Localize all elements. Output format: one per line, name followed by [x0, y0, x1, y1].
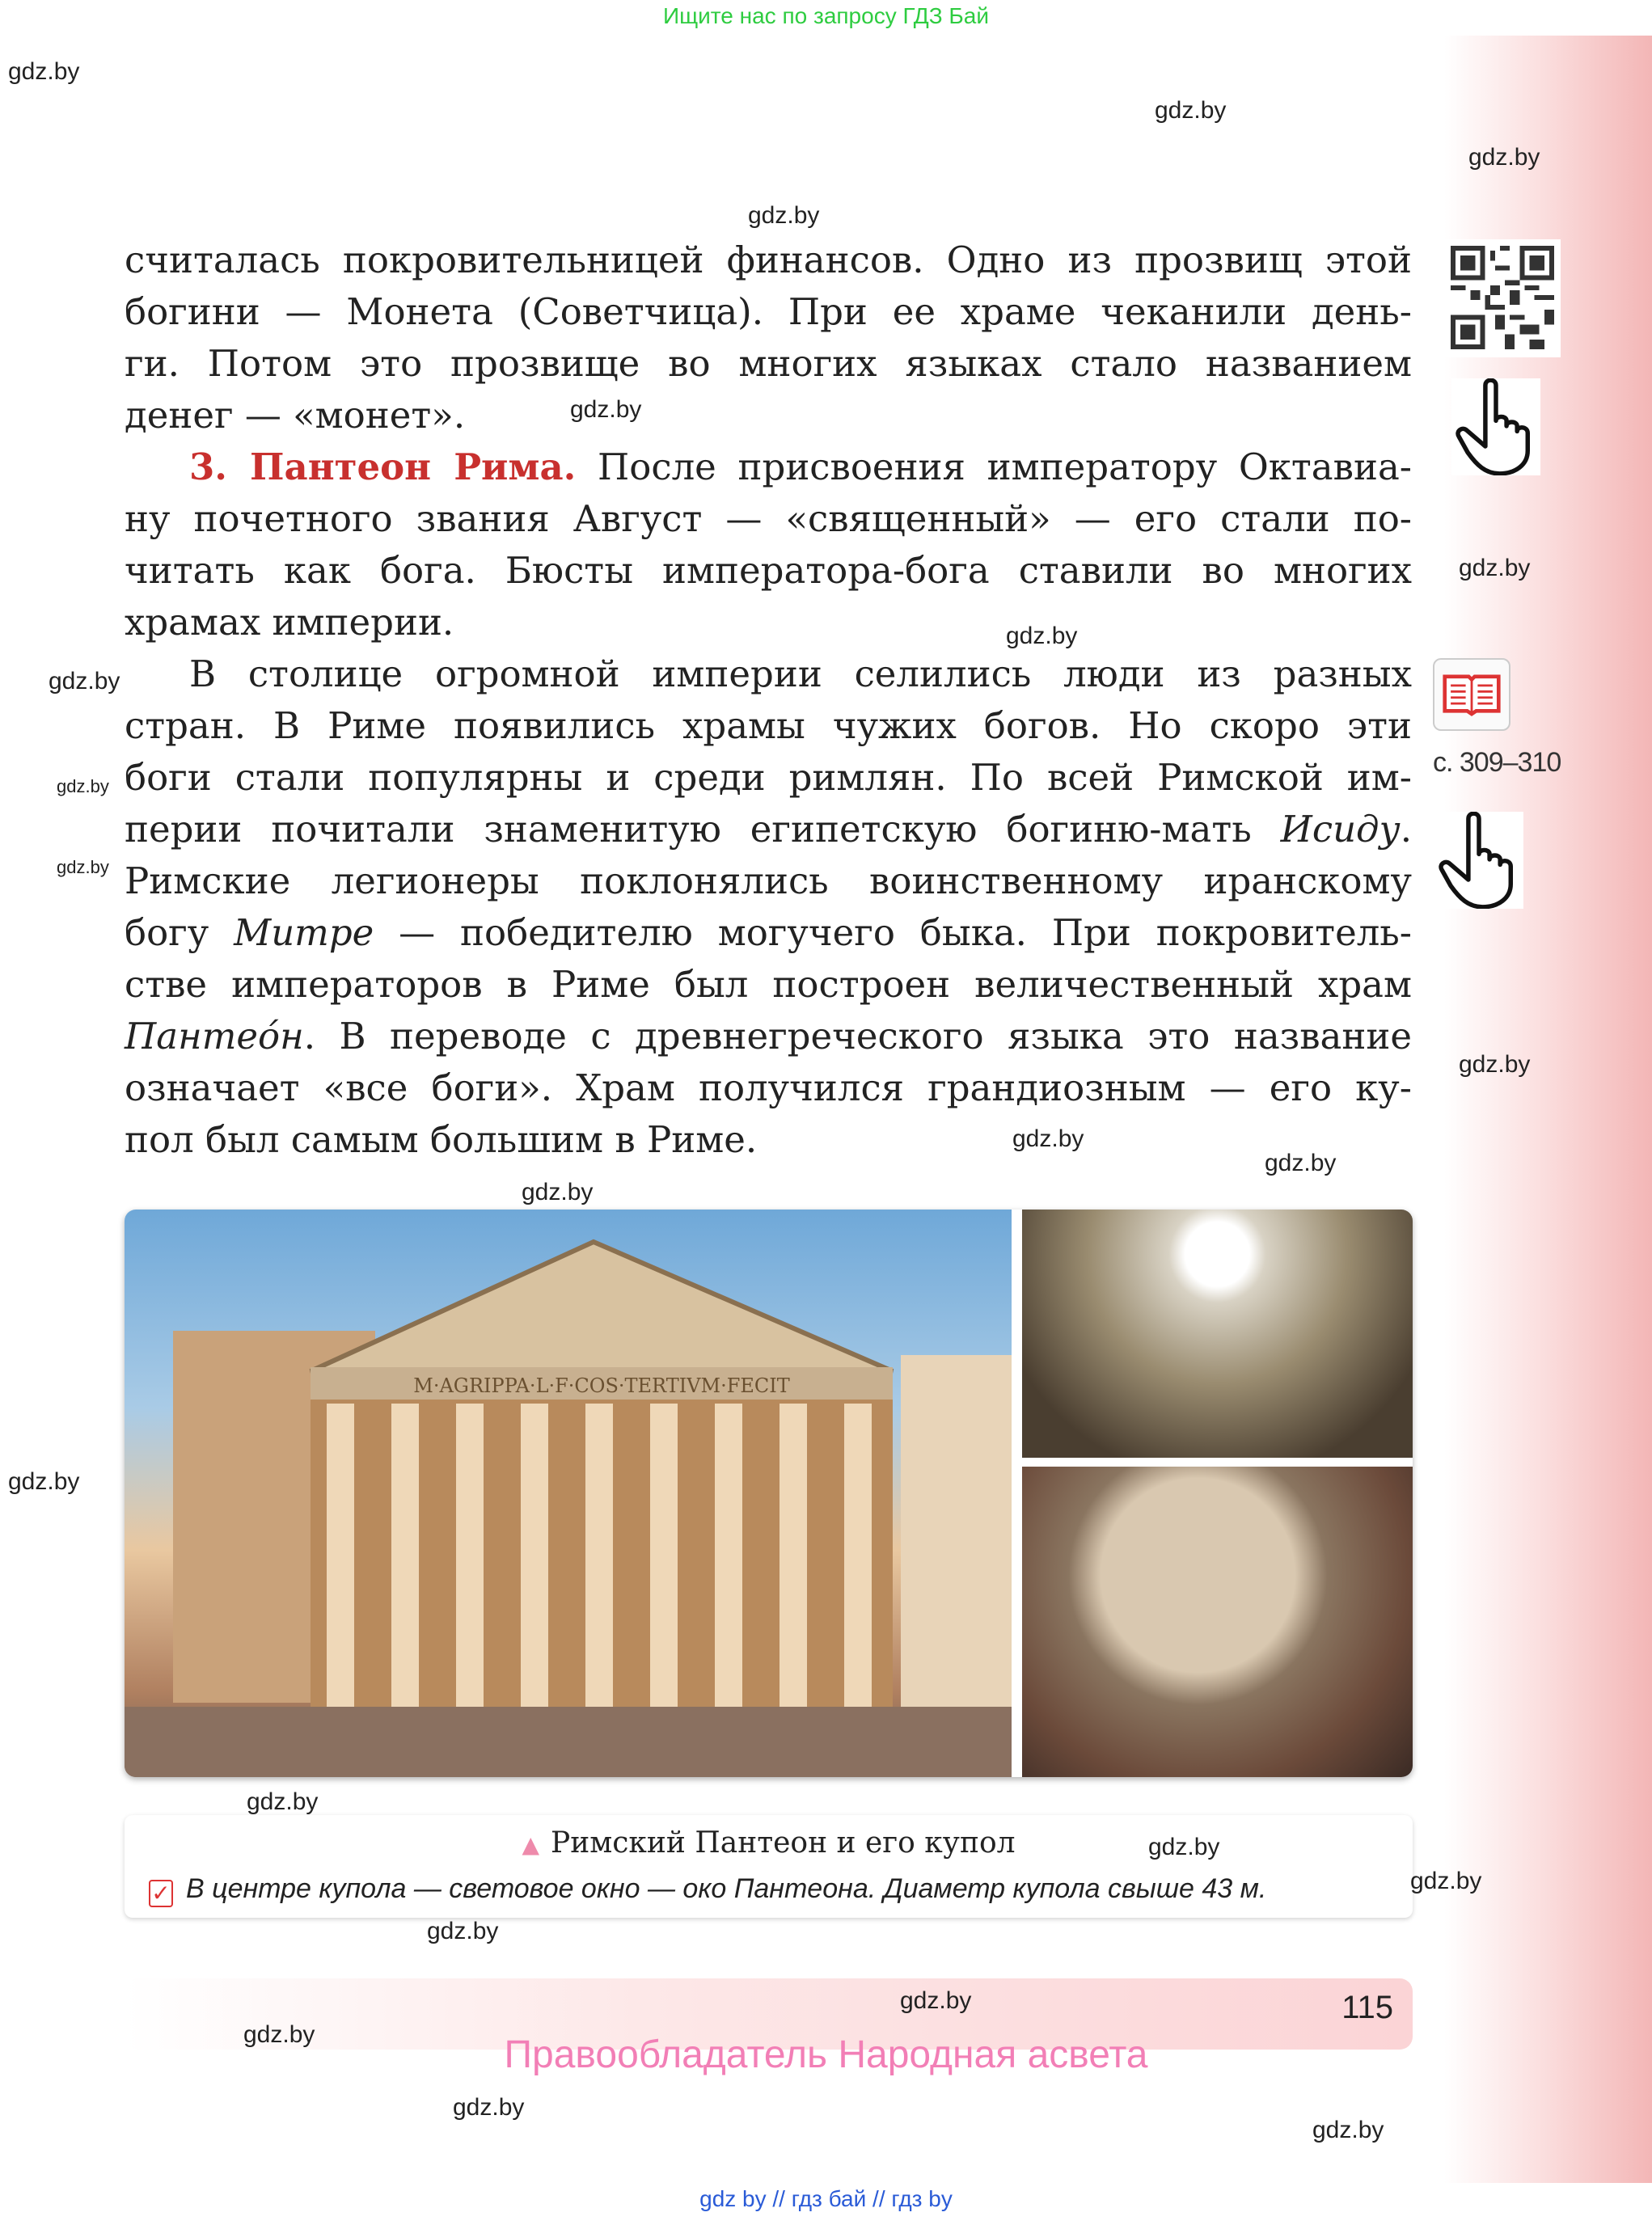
text-line: [125, 234, 1412, 286]
watermark: gdz.by: [8, 58, 80, 85]
text-line: [125, 493, 1412, 545]
image-caption: [125, 1815, 1413, 1918]
text-segment: перии почитали знаменитую египетскую богиню-мать: [125, 808, 1281, 851]
section-heading: 3. Пантеон Рима.: [189, 445, 577, 488]
text-line: [125, 907, 1412, 959]
text-segment: ги. Потом это прозвище во многих языках стало названием: [125, 342, 1412, 385]
watermark: gdz.by: [57, 776, 109, 796]
watermark: gdz.by: [1148, 1834, 1220, 1860]
text-line: [125, 338, 1412, 390]
watermark: gdz.by: [8, 1468, 80, 1495]
text-segment: стран. В Риме появились храмы чужих богов. Но скоро эти: [125, 704, 1412, 747]
page-number: 115: [1341, 1990, 1393, 2025]
text-segment: В столице огромной империи селились люди из разных: [189, 652, 1412, 695]
body-text: [125, 234, 1412, 1166]
text-segment: богини — Монета (Советчица). При ее храме чеканили день-: [125, 290, 1412, 333]
watermark: gdz.by: [1006, 623, 1078, 649]
triangle-up-icon: ▲: [522, 1831, 540, 1858]
text-segment: ну почетного звания Август — «священный» — его стали по-: [125, 497, 1412, 540]
watermark: gdz.by: [247, 1788, 319, 1815]
text-line: [125, 648, 1412, 700]
margin-strip: [1444, 36, 1652, 2183]
text-segment: .: [1400, 808, 1412, 851]
text-segment: считалась покровительницей финансов. Одно из прозвищ этой: [125, 239, 1412, 281]
dome-aerial-photo: [1022, 1467, 1413, 1777]
text-segment: Римские легионеры поклонялись воинственному иранскому: [125, 859, 1412, 902]
book-icon[interactable]: [1433, 658, 1510, 731]
italic-term: Митре: [234, 911, 374, 954]
text-segment: боги стали популярны и среди римлян. По всей Римской им-: [125, 756, 1412, 799]
pointing-hand-icon[interactable]: [1434, 812, 1523, 909]
watermark: gdz.by: [748, 202, 820, 229]
watermark: gdz.by: [49, 668, 120, 695]
textbook-pages-reference: с. 309–310: [1433, 747, 1561, 778]
text-line: [125, 1011, 1412, 1062]
text-segment: храмах империи.: [125, 601, 454, 644]
watermark: gdz.by: [1265, 1150, 1337, 1176]
text-line: [125, 752, 1412, 804]
text-segment: пол был самым большим в Риме.: [125, 1118, 758, 1161]
italic-term: Исиду: [1280, 808, 1401, 851]
text-segment: После присвоения императору Октавиа-: [576, 445, 1412, 488]
text-line: [125, 855, 1412, 907]
watermark: gdz.by: [1468, 144, 1540, 171]
watermark: gdz.by: [427, 1918, 499, 1944]
text-line: [125, 286, 1412, 338]
text-line: [125, 700, 1412, 752]
text-line: [125, 804, 1412, 855]
copyright-notice: Правообладатель Народная асвета: [504, 2033, 1148, 2076]
pantheon-photo-collage: [125, 1210, 1413, 1777]
qr-code-icon[interactable]: [1444, 239, 1561, 357]
watermark: gdz.by: [1155, 97, 1227, 124]
italic-term: Пантеóн: [125, 1015, 304, 1058]
dome-interior-photo: [1022, 1210, 1413, 1458]
text-segment: денег — «монет».: [125, 394, 466, 437]
text-segment: — победителю могучего быка. При покровитель-: [374, 911, 1412, 954]
portico-inscription: M·AGRIPPA·L·F·COS·TERTIVM·FECIT: [413, 1374, 790, 1397]
watermark: gdz.by: [1312, 2117, 1384, 2143]
text-line: [125, 1114, 1412, 1166]
text-segment: стве императоров в Риме был построен величественный храм: [125, 963, 1412, 1006]
text-segment: означает «все боги». Храм получился грандиозным — его ку-: [125, 1066, 1412, 1109]
pantheon-facade-photo: [125, 1210, 1012, 1777]
caption-note: В центре купола — световое окно — око Пантеона. Диаметр купола свыше 43 м.: [186, 1873, 1267, 1904]
text-segment: . В переводе с древнегреческого языка это название: [303, 1015, 1412, 1058]
text-line: [125, 597, 1412, 648]
watermark: gdz.by: [57, 857, 109, 877]
watermark: gdz.by: [1459, 555, 1531, 581]
text-line: [125, 545, 1412, 597]
watermark: gdz.by: [1410, 1868, 1482, 1894]
watermark: gdz.by: [570, 396, 642, 423]
watermark: gdz.by: [900, 1987, 972, 2014]
caption-title: Римский Пантеон и его купол: [551, 1826, 1016, 1860]
watermark: gdz.by: [453, 2094, 525, 2121]
watermark: gdz.by: [243, 2021, 315, 2048]
watermark: gdz.by: [522, 1179, 594, 1205]
text-segment: читать как бога. Бюсты императора-бога ставили во многих: [125, 549, 1412, 592]
pointing-hand-icon[interactable]: [1451, 378, 1540, 475]
text-line: [125, 959, 1412, 1011]
search-banner[interactable]: Ищите нас по запросу ГДЗ Бай: [662, 3, 990, 28]
bottom-links[interactable]: gdz by // гдз бай // гдз by: [699, 2186, 953, 2211]
watermark: gdz.by: [1012, 1125, 1084, 1152]
text-line: [125, 1062, 1412, 1114]
watermark: gdz.by: [1459, 1051, 1531, 1078]
text-segment: богу: [125, 911, 234, 954]
checkbox-icon: ✓: [149, 1880, 173, 1907]
text-line: [125, 390, 1412, 441]
text-line: [125, 441, 1412, 493]
